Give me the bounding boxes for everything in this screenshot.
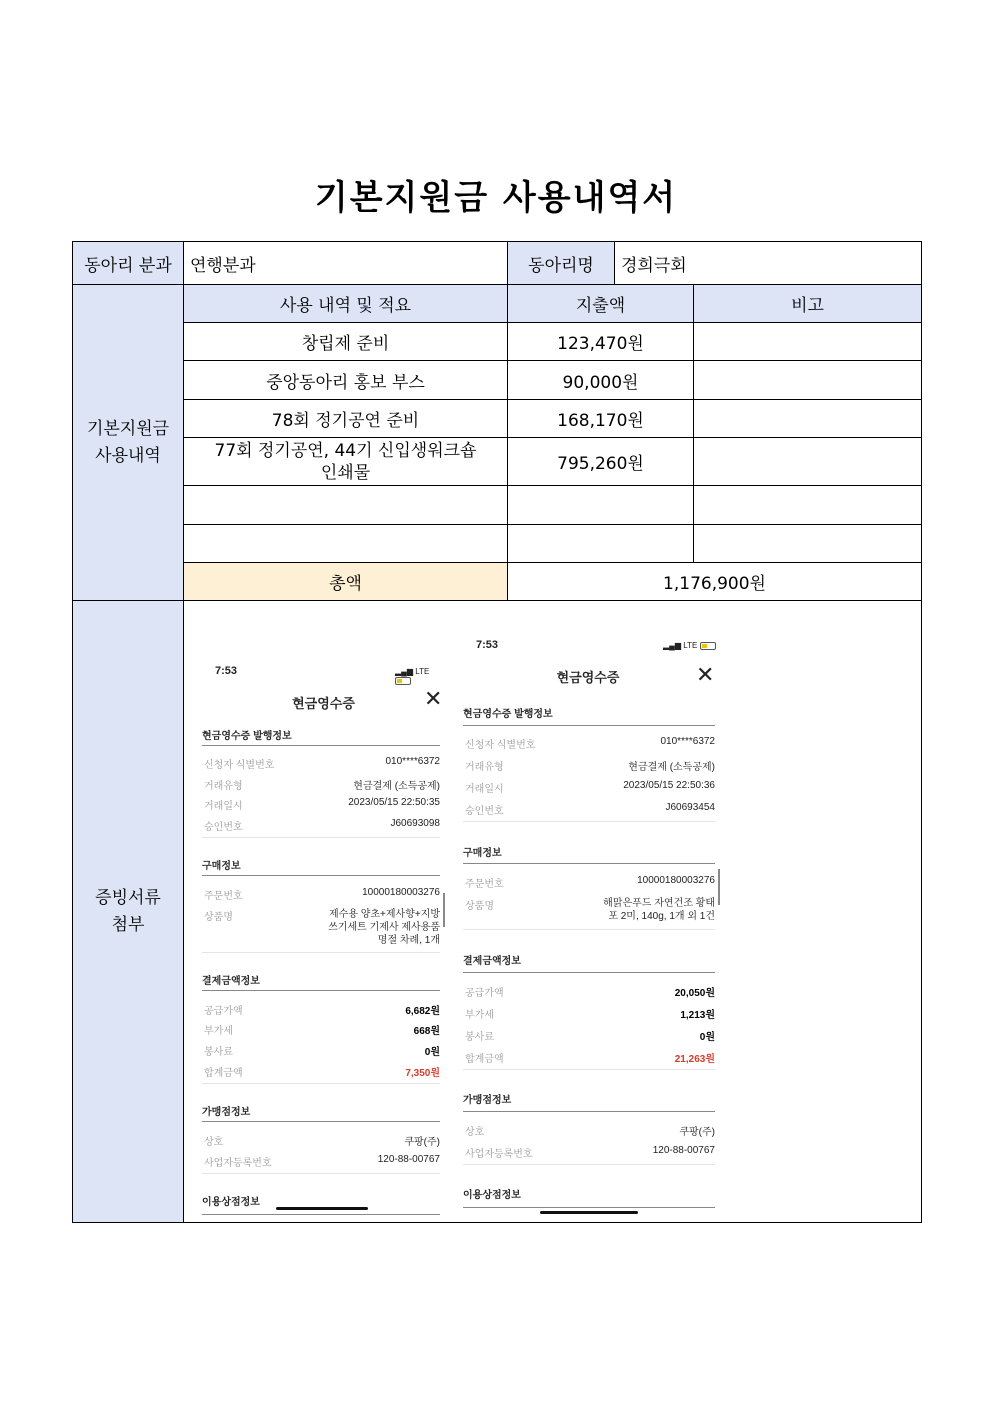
type-value: 현금결제 (소득공제) [353, 781, 440, 792]
approval-value: J60693098 [390, 818, 440, 829]
vat-label: 부가세 [204, 1026, 233, 1037]
service-label: 봉사료 [465, 1032, 494, 1043]
home-indicator [276, 1207, 368, 1210]
merchant-label: 상호 [204, 1137, 224, 1148]
usage-row-amount: 123,470원 [508, 323, 694, 361]
product-value-line3: 명절 차례, 1개 [377, 935, 440, 946]
payment-section-title: 결제금액정보 [463, 956, 521, 967]
applicant-label: 신청자 식별번호 [204, 760, 275, 771]
signal-icon: ▂▄▆ [395, 667, 413, 676]
order-label: 주문번호 [465, 879, 504, 890]
usage-report-table [72, 241, 922, 1223]
network-label: LTE [415, 667, 430, 676]
supply-value: 6,682원 [405, 1006, 440, 1017]
header-note: 비고 [694, 285, 922, 323]
section-divider [202, 952, 440, 953]
section-rule [202, 990, 440, 991]
evidence-attachments [184, 601, 922, 1223]
evidence-side-label-line1: 증빙서류 [95, 887, 161, 908]
service-label: 봉사료 [204, 1047, 233, 1058]
usage-row-amount: 90,000원 [508, 361, 694, 400]
signal-icon: ▂▄▆ [663, 641, 681, 650]
type-value: 현금결제 (소득공제) [628, 762, 715, 773]
datetime-value: 2023/05/15 22:50:35 [348, 797, 440, 808]
usage-row-desc: 중앙동아리 홍보 부스 [184, 361, 508, 400]
supply-label: 공급가액 [465, 988, 504, 999]
sum-label: 합계금액 [204, 1068, 243, 1079]
section-rule [202, 875, 440, 876]
applicant-value: 010****6372 [385, 756, 440, 767]
club-name-label: 동아리명 [508, 242, 615, 285]
type-label: 거래유형 [465, 762, 504, 773]
division-label: 동아리 분과 [73, 242, 184, 285]
usage-row-desc: 창립제 준비 [184, 323, 508, 361]
document-title: 기본지원금 사용내역서 [314, 178, 678, 218]
product-label: 상품명 [204, 912, 233, 923]
type-label: 거래유형 [204, 781, 243, 792]
payment-section-title: 결제금액정보 [202, 976, 260, 987]
usage-row-note-empty [694, 486, 922, 525]
applicant-label: 신청자 식별번호 [465, 740, 536, 751]
bizno-label: 사업자등록번호 [465, 1149, 533, 1160]
home-indicator [540, 1211, 638, 1214]
usage-row-desc-empty [184, 525, 508, 563]
approval-label: 승인번호 [465, 806, 504, 817]
vat-value: 1,213원 [680, 1010, 715, 1021]
datetime-value: 2023/05/15 22:50:36 [623, 780, 715, 791]
supply-value: 20,050원 [674, 988, 715, 999]
signal-battery-status [663, 641, 716, 650]
total-label: 총액 [184, 563, 508, 601]
evidence-side-label [73, 601, 184, 1223]
club-name-value: 경희극회 [615, 242, 922, 285]
usage-row-note [694, 361, 922, 400]
issue-section-title: 현금영수증 발행정보 [463, 709, 553, 720]
supply-label: 공급가액 [204, 1006, 243, 1017]
receipt-title: 현금영수증 [556, 670, 620, 685]
section-divider [202, 837, 440, 838]
section-rule [463, 1111, 715, 1112]
merchant-label: 상호 [465, 1127, 485, 1138]
applicant-value: 010****6372 [660, 736, 715, 747]
product-value-line1: 제수용 양초+제사향+지방 [328, 909, 440, 920]
purchase-section-title: 구매정보 [202, 861, 241, 872]
usage-row-note [694, 400, 922, 438]
order-value: 10000180003276 [362, 887, 440, 898]
usage-row-desc: 78회 정기공연 준비 [184, 400, 508, 438]
order-value: 10000180003276 [637, 875, 715, 886]
usage-row-desc-line1: 77회 정기공연, 44기 신입생워크숍 [214, 440, 477, 461]
section-divider [463, 1164, 715, 1165]
battery-icon [700, 642, 716, 650]
usage-row-amount-empty [508, 525, 694, 563]
datetime-label: 거래일시 [465, 784, 504, 795]
product-value [603, 897, 715, 923]
section-rule [463, 1207, 715, 1208]
header-amount: 지출액 [508, 285, 694, 323]
status-time: 7:53 [215, 665, 238, 677]
vat-label: 부가세 [465, 1010, 494, 1021]
network-label: LTE [683, 641, 698, 650]
section-rule [202, 1214, 440, 1215]
status-time: 7:53 [476, 639, 499, 651]
store-section-title: 이용상점정보 [463, 1190, 521, 1201]
usage-row-amount: 168,170원 [508, 400, 694, 438]
merchant-value: 쿠팡(주) [679, 1127, 715, 1138]
merchant-value: 쿠팡(주) [404, 1137, 440, 1148]
usage-row-amount-empty [508, 486, 694, 525]
merchant-section-title: 가맹점정보 [202, 1107, 251, 1118]
section-divider [202, 1083, 440, 1084]
close-icon[interactable]: ✕ [424, 686, 443, 711]
close-icon[interactable]: ✕ [696, 662, 715, 687]
section-divider [463, 1069, 715, 1070]
signal-battery-status [395, 667, 447, 685]
vat-value: 668원 [413, 1026, 440, 1037]
usage-side-label [73, 285, 184, 601]
section-divider [463, 821, 715, 822]
service-value: 0원 [424, 1047, 440, 1058]
bizno-value: 120-88-00767 [652, 1145, 715, 1156]
receipt-title: 현금영수증 [292, 696, 355, 711]
usage-row-desc-line2: 인쇄물 [320, 462, 371, 483]
section-rule [463, 725, 715, 726]
receipt-screenshot [200, 657, 447, 1221]
product-value-line2: 쓰기세트 기제사 제사용품 [328, 922, 440, 933]
product-label: 상품명 [465, 901, 494, 912]
approval-value: J60693454 [665, 802, 715, 813]
sum-label: 합계금액 [465, 1054, 504, 1065]
usage-side-label-line1: 기본지원금 [86, 418, 170, 439]
usage-row-amount: 795,260원 [508, 438, 694, 486]
section-rule [463, 863, 715, 864]
usage-row-desc-empty [184, 486, 508, 525]
usage-row-note [694, 438, 922, 486]
scrollbar[interactable] [443, 893, 445, 927]
section-divider [202, 1173, 440, 1174]
division-value: 연행분과 [184, 242, 508, 285]
usage-row-desc [184, 438, 508, 486]
product-value-line1: 해맑은푸드 자연건조 황태 [603, 898, 715, 909]
scrollbar[interactable] [718, 869, 720, 905]
datetime-label: 거래일시 [204, 801, 243, 812]
receipt-screenshot [461, 631, 721, 1221]
product-value [328, 908, 440, 947]
order-label: 주문번호 [204, 891, 243, 902]
battery-icon [395, 677, 411, 685]
sum-value: 7,350원 [405, 1068, 440, 1079]
sum-value: 21,263원 [674, 1054, 715, 1065]
product-value-line2: 포 2미, 140g, 1개 외 1건 [608, 911, 715, 922]
store-section-title: 이용상점정보 [202, 1197, 260, 1208]
bizno-value: 120-88-00767 [377, 1154, 440, 1165]
section-rule [202, 1121, 440, 1122]
evidence-side-label-line2: 첨부 [111, 914, 145, 935]
section-rule [463, 972, 715, 973]
section-rule [202, 745, 440, 746]
approval-label: 승인번호 [204, 822, 243, 833]
purchase-section-title: 구매정보 [463, 848, 502, 859]
usage-side-label-line2: 사용내역 [95, 445, 161, 466]
merchant-section-title: 가맹점정보 [463, 1095, 512, 1106]
usage-row-note-empty [694, 525, 922, 563]
section-divider [463, 929, 715, 930]
usage-row-note [694, 323, 922, 361]
total-value: 1,176,900원 [508, 563, 922, 601]
bizno-label: 사업자등록번호 [204, 1158, 272, 1169]
header-description: 사용 내역 및 적요 [184, 285, 508, 323]
service-value: 0원 [699, 1032, 715, 1043]
issue-section-title: 현금영수증 발행정보 [202, 731, 292, 742]
